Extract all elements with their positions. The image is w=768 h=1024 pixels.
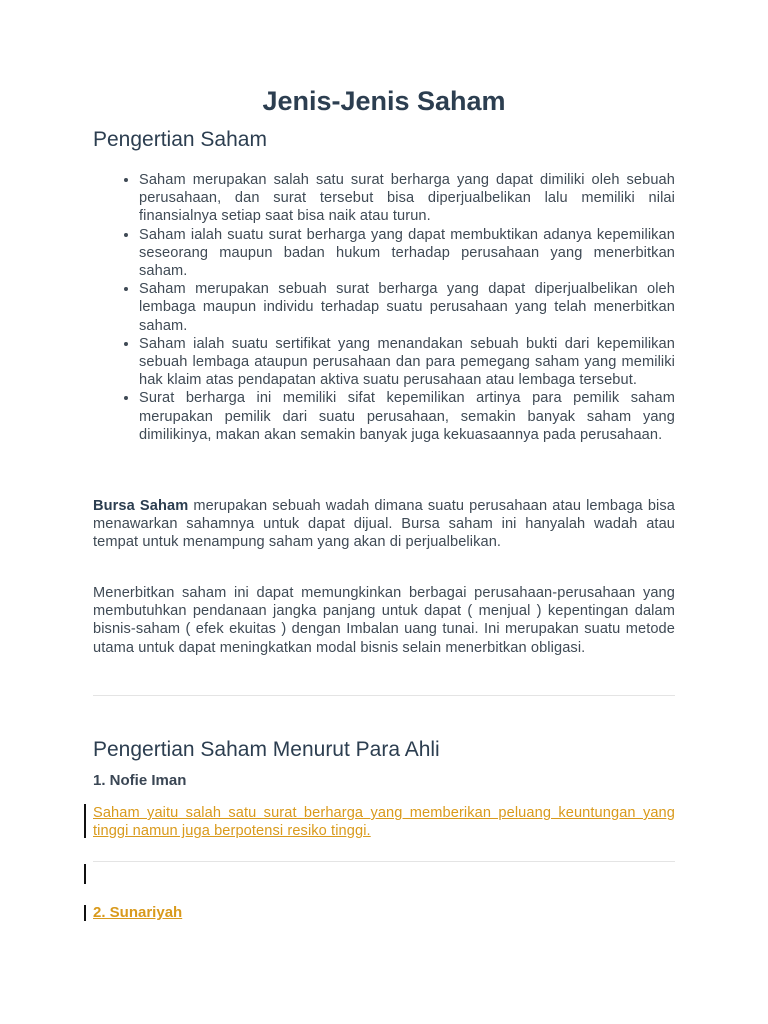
menerbitkan-saham-paragraph: Menerbitkan saham ini dapat memungkinkan berbagai perusahaan-perusahaan yang membutuhkan pendanaan jangka panjang untuk dapat ( menjual ) kepentingan dalam bisnis-saham ( efek ekuitas ) dengan Imbalan uang tunai. Ini merupakan suatu metode utama untuk dapat meningkatkan modal bisnis selain menerbitkan obligasi. [93,585,675,656]
section-heading-para-ahli: Pengertian Saham Menurut Para Ahli [93,738,440,761]
list-item: • Saham merupakan sebuah surat berharga yang dapat diperjualbelikan oleh lembaga maupun individu terhadap suatu perusahaan yang telah menerbitkan saham. [139,280,675,335]
expert-title-nofie-iman: 1. Nofie Iman [93,772,187,789]
expert-quote-link[interactable]: Saham yaitu salah satu surat berharga yang memberikan peluang keuntungan yang tinggi namun juga berpotensi resiko tinggi. [93,805,675,840]
section-divider [93,695,675,696]
list-item: • Saham ialah suatu sertifikat yang menandakan sebuah bukti dari kepemilikan sebuah lembaga ataupun perusahaan dan para pemegang saham yang memiliki hak klaim atas pendapatan aktiva suatu perusahaan atau lembaga tersebut. [139,335,675,390]
definition-bullet-list [93,171,675,444]
bursa-saham-paragraph [93,497,675,552]
page-title: Jenis-Jenis Saham [262,86,506,116]
expert-title-sunariyah-link[interactable]: 2. Sunariyah [93,904,183,921]
text-cursor-marker [84,804,86,838]
list-item: • Surat berharga ini memiliki sifat kepemilikan artinya para pemilik saham merupakan pemilik dari suatu perusahaan, semakin banyak saham yang dimilikinya, makan akan semakin banyak juga kekuasaannya pada perusahaan. [139,389,675,444]
text-cursor-marker [84,905,86,921]
section-divider [93,861,675,862]
text-cursor-marker [84,864,86,884]
list-item: • Saham merupakan salah satu surat berharga yang dapat dimiliki oleh sebuah perusahaan, dan surat tersebut bisa diperjualbelikan lalu memiliki nilai finansialnya setiap saat bisa naik atau turun. [139,171,675,226]
list-item: • Saham ialah suatu surat berharga yang dapat membuktikan adanya kepemilikan seseorang maupun badan hukum terhadap perusahaan yang menerbitkan saham. [139,226,675,281]
bursa-saham-description: merupakan sebuah wadah dimana suatu perusahaan atau lembaga bisa menawarkan sahamnya untuk dapat dijual. Bursa saham ini hanyalah wadah atau tempat untuk menampung saham yang akan di perjualbelikan. [93,498,675,551]
section-heading-pengertian-saham: Pengertian Saham [93,128,267,151]
bursa-saham-term: Bursa Saham [93,498,189,514]
